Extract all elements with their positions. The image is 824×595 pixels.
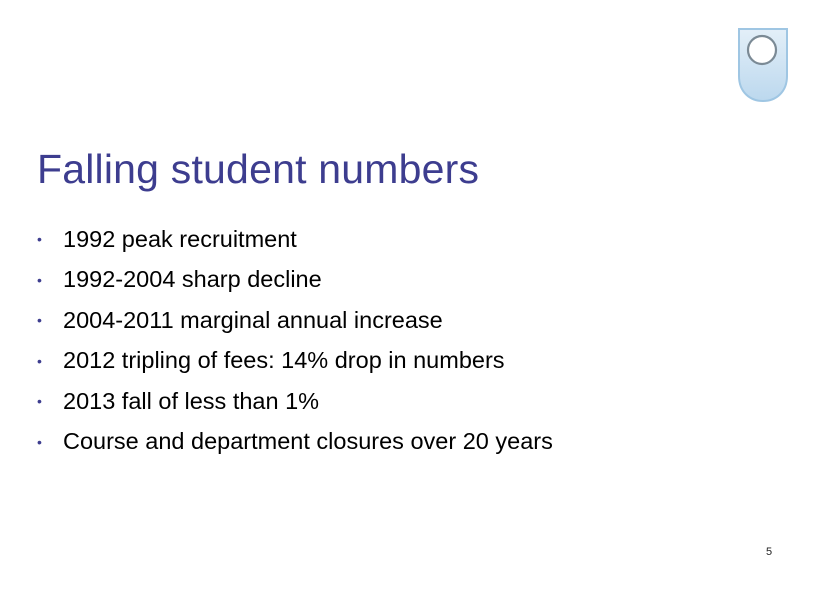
bullet-text: 2012 tripling of fees: 14% drop in numbers (63, 347, 505, 374)
bullet-item (36, 422, 553, 463)
page-number: 5 (766, 546, 773, 558)
bullet-item (36, 381, 553, 422)
bullet-dot-icon: • (37, 352, 42, 369)
bullet-dot-icon: • (37, 271, 42, 288)
bullet-dot-icon: • (37, 393, 42, 410)
bullet-dot-icon: • (37, 433, 42, 450)
bullet-item (36, 341, 553, 382)
bullet-item (36, 260, 553, 301)
bullet-text: 2013 fall of less than 1% (63, 387, 320, 414)
logo-circle-shape (748, 36, 776, 64)
slide-title: Falling student numbers (37, 146, 480, 192)
bullet-item (36, 219, 553, 260)
shield-logo-icon (736, 26, 790, 104)
bullet-text: 2004-2011 marginal annual increase (63, 306, 443, 333)
bullet-dot-icon: • (37, 312, 42, 329)
bullet-text: 1992-2004 sharp decline (63, 266, 322, 293)
bullet-text: 1992 peak recruitment (63, 225, 297, 252)
bullet-list (36, 219, 553, 462)
bullet-dot-icon: • (37, 231, 42, 248)
bullet-text: Course and department closures over 20 years (63, 428, 553, 455)
bullet-item (36, 300, 553, 341)
